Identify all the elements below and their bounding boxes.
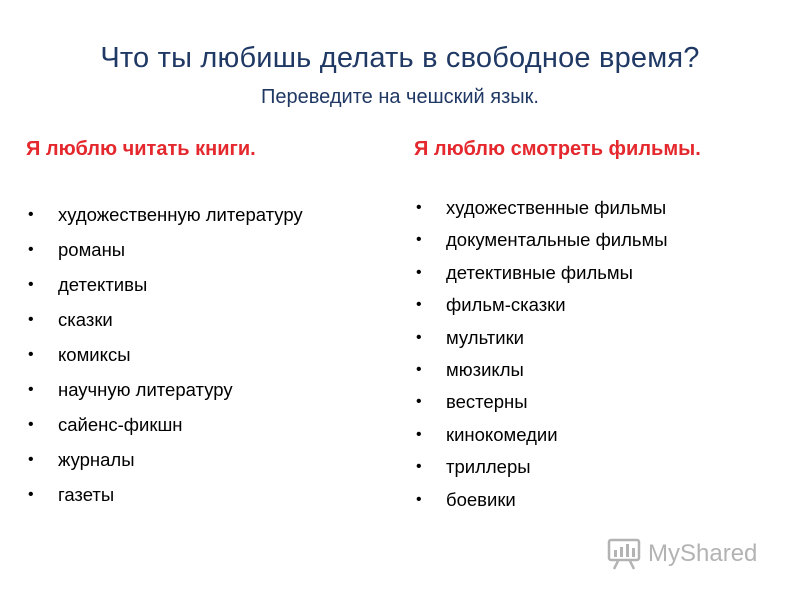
list-item: • газеты (26, 482, 386, 517)
books-heading: Я люблю читать книги. (26, 138, 256, 160)
myshared-logo[interactable] (606, 536, 776, 572)
films-column (414, 138, 784, 519)
list-item: • художественную литературу (26, 202, 386, 237)
slide-title: Что ты любишь делать в свободное время? (100, 42, 700, 74)
books-column (26, 138, 386, 517)
presentation-board-icon (606, 536, 642, 572)
list-item: • сайенс-фикшн (26, 412, 386, 447)
list-item: • вестерны (414, 389, 784, 421)
list-item: • триллеры (414, 454, 784, 486)
slide-subtitle: Переведите на чешский язык. (261, 86, 539, 108)
films-heading: Я люблю смотреть фильмы. (414, 138, 701, 160)
list-item: • боевики (414, 487, 784, 519)
list-item: • комиксы (26, 342, 386, 377)
list-item: • сказки (26, 307, 386, 342)
list-item: • документальные фильмы (414, 227, 784, 259)
list-item: • романы (26, 237, 386, 272)
list-item: • мультики (414, 325, 784, 357)
list-item: • художественные фильмы (414, 195, 784, 227)
films-list (414, 195, 784, 519)
list-item: • мюзиклы (414, 357, 784, 389)
list-item: • детективы (26, 272, 386, 307)
list-item: • кинокомедии (414, 422, 784, 454)
logo-text: MyShared (648, 540, 758, 567)
list-item: • фильм-сказки (414, 292, 784, 324)
list-item: • журналы (26, 447, 386, 482)
list-item: • детективные фильмы (414, 260, 784, 292)
list-item: • научную литературу (26, 377, 386, 412)
books-list (26, 202, 386, 517)
